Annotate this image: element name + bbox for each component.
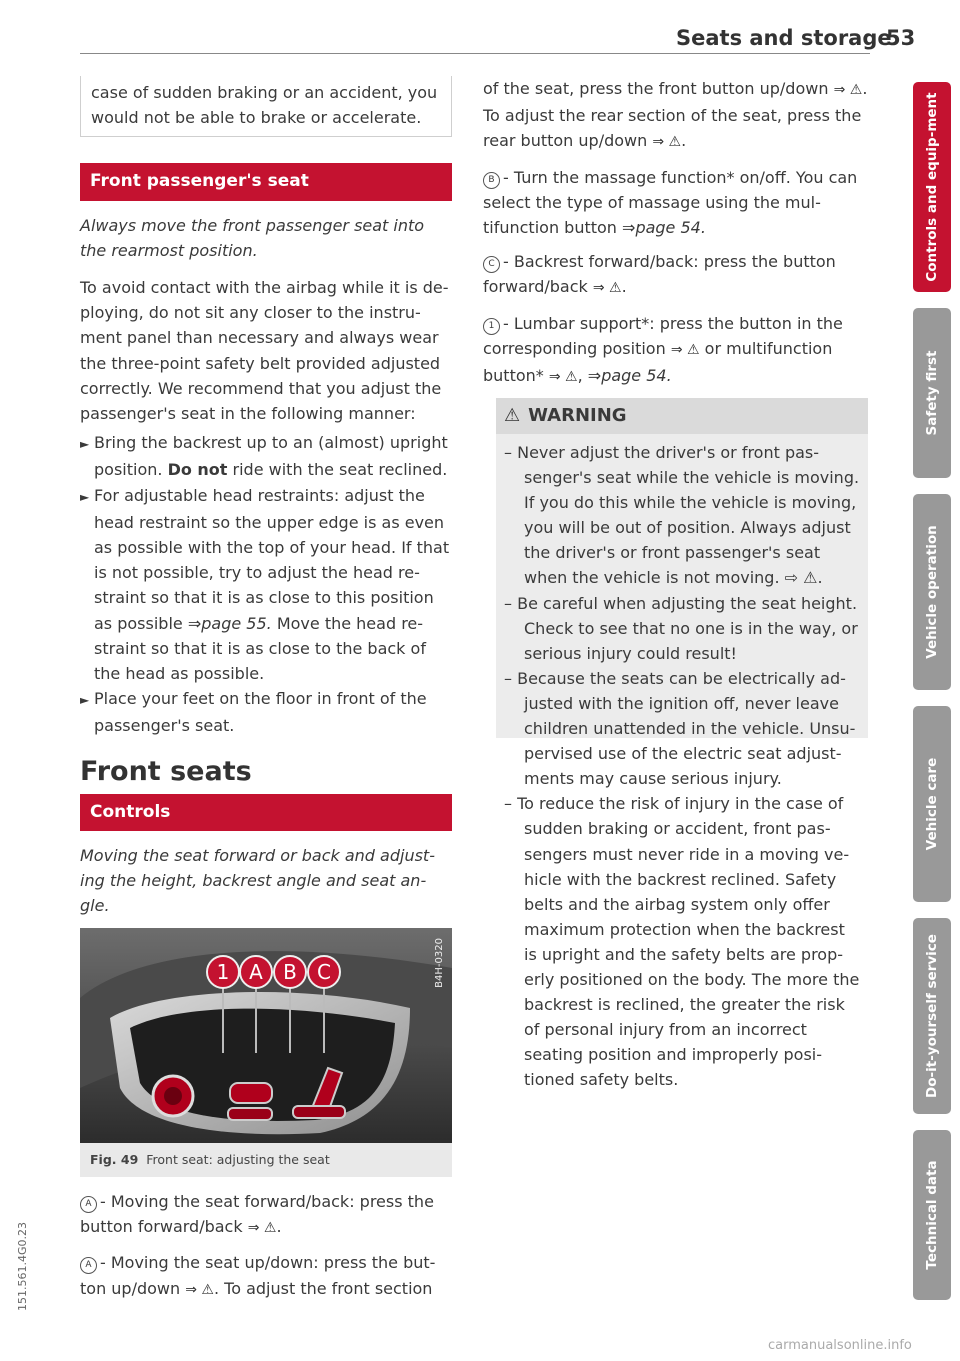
item-a-up-down: A - Moving the seat up/down: press the but-ton up/down ⇒ ⚠. To adjust the front section	[80, 1250, 452, 1302]
right-column	[483, 76, 868, 390]
margin-code: 151.561.4G0.23	[16, 1222, 29, 1311]
running-header: Seats and storage	[676, 26, 892, 50]
callout-a: A	[249, 960, 263, 984]
item-c-backrest: C - Backrest forward/back: press the button forward/back ⇒ ⚠.	[483, 249, 868, 301]
page-ref-link[interactable]: ⇒page 55.	[187, 613, 272, 633]
warning-list	[496, 434, 868, 1092]
right-continued: of the seat, press the front button up/down ⇒ ⚠. To adjust the rear section of the seat, press the rear button up/down ⇒ ⚠.	[483, 76, 868, 156]
bullet-backrest: ► Bring the backrest up to an (almost) upright position. Do not ride with the seat reclined.	[80, 433, 448, 480]
seat-controls-figure	[80, 928, 452, 1143]
page-ref-link[interactable]: ⇒page 54.	[622, 218, 706, 238]
bullet-arrow-icon: ►	[80, 437, 90, 452]
side-tab-vehicle-care[interactable]: Vehicle care	[913, 706, 951, 902]
label-1-icon: 1	[483, 318, 500, 335]
callout-b: B	[283, 960, 297, 984]
side-tab-technical-data[interactable]: Technical data	[913, 1130, 951, 1300]
warning-ref-icon[interactable]: ⇒ ⚠	[652, 134, 682, 151]
warning-item: – Because the seats can be electrically ad-justed with the ignition off, never leave children unattended in the vehicle. Unsu-pervised use of the electric seat adjust-ments may cause serious injury.	[504, 668, 856, 789]
side-tab-safety[interactable]: Safety first	[913, 308, 951, 478]
left-column	[80, 76, 452, 919]
side-tab-vehicle-operation[interactable]: Vehicle operation	[913, 494, 951, 690]
warning-header: ⚠ WARNING	[496, 398, 868, 434]
callout-1: 1	[216, 960, 230, 984]
continued-warning-box	[80, 76, 452, 137]
figure-code: B4H-0320	[434, 938, 445, 988]
item-b-massage: B - Turn the massage function* on/off. You can select the type of massage using the mul-tifunction button ⇒page 54.	[483, 167, 858, 238]
page-number: 53	[886, 26, 916, 50]
warning-triangle-icon: ⚠	[504, 405, 521, 426]
item-1-lumbar: 1 - Lumbar support*: press the button in the corresponding position ⇒ ⚠ or multifunction button* ⇒ ⚠, ⇒page 54.	[483, 311, 868, 391]
header-divider	[80, 53, 870, 54]
warning-ref-icon[interactable]: ⇒ ⚠	[185, 1281, 214, 1298]
page-ref-link[interactable]: ⇒page 54.	[587, 366, 672, 386]
seat-illustration	[80, 928, 452, 1143]
bullet-arrow-icon: ►	[80, 489, 90, 504]
continued-text: case of sudden braking or an accident, you would not be able to brake or accelerate.	[91, 83, 438, 128]
front-seats-heading: Front seats	[80, 755, 252, 787]
left-items	[80, 1189, 452, 1303]
warning-item: – Be careful when adjusting the seat height. Check to see that no one is in the way, or serious injury could result!	[504, 593, 858, 663]
bullet-feet: ► Place your feet on the floor in front of the passenger's seat.	[80, 689, 427, 736]
label-b-icon: B	[483, 172, 500, 189]
side-tab-diy-service[interactable]: Do-it-yourself service	[913, 918, 951, 1114]
warning-box	[496, 398, 868, 1090]
bullet-head-restraint: ► For adjustable head restraints: adjust the head restraint so the upper edge is as even as possible with the top of your head. If that is not possible, try to adjust the head re-straint so that it is as close to this position as possible ⇒page 55. Move the head re-straint so that it is as close to the back of the head as possible.	[80, 485, 450, 684]
side-tab-controls[interactable]: Controls and equip-ment	[913, 82, 951, 292]
passenger-intro: Always move the front passenger seat into the rearmost position.	[80, 215, 425, 260]
warning-item: – To reduce the risk of injury in the case of sudden braking or accident, front pas-sengers must never ride in a moving ve-hicle with the backrest reclined. Safety belts and the airbag system only offer maximum protection when the backrest is upright and the safety belts are prop-erly positioned on the body. The more the backrest is reclined, the greater the risk of personal injury from an incorrect seating position and improperly posi-tioned safety belts.	[504, 794, 860, 1090]
warning-ref-icon[interactable]: ⇒ ⚠	[548, 369, 578, 386]
label-a-icon: A	[80, 1257, 97, 1274]
bullet-arrow-icon: ►	[80, 693, 90, 708]
callout-c: C	[317, 960, 331, 984]
label-c-icon: C	[483, 256, 500, 273]
footer-watermark: carmanualsonline.info	[768, 1338, 912, 1353]
label-a-icon: A	[80, 1196, 97, 1213]
warning-ref-icon[interactable]: ⇒ ⚠	[833, 82, 863, 98]
figure-caption: Fig. 49 Front seat: adjusting the seat	[80, 1143, 452, 1177]
warning-ref-icon[interactable]: ⇒ ⚠	[670, 341, 700, 358]
item-a-forward-back: A - Moving the seat forward/back: press the button forward/back ⇒ ⚠.	[80, 1189, 452, 1241]
controls-intro: Moving the seat forward or back and adjust-ing the height, backrest angle and seat an-gle.	[80, 846, 435, 916]
controls-heading: Controls	[80, 794, 452, 831]
passenger-seat-heading: Front passenger's seat	[80, 163, 452, 200]
passenger-body: To avoid contact with the airbag while it is de-ploying, do not sit any closer to the instru-ment panel than necessary and always wear the three-point safety belt provided adjusted correctly. We recommend that you adjust the passenger's seat in the following manner:	[80, 278, 449, 424]
warning-ref-icon[interactable]: ⇒ ⚠	[592, 280, 622, 297]
warning-ref-icon[interactable]: ⇒ ⚠	[247, 1220, 277, 1237]
warning-item: – Never adjust the driver's or front pas-senger's seat while the vehicle is moving. If you do this while the vehicle is moving, you will be out of position. Always adjust the driver's or front passenger's seat when the vehicle is not moving. ⇨ ⚠.	[504, 443, 860, 588]
